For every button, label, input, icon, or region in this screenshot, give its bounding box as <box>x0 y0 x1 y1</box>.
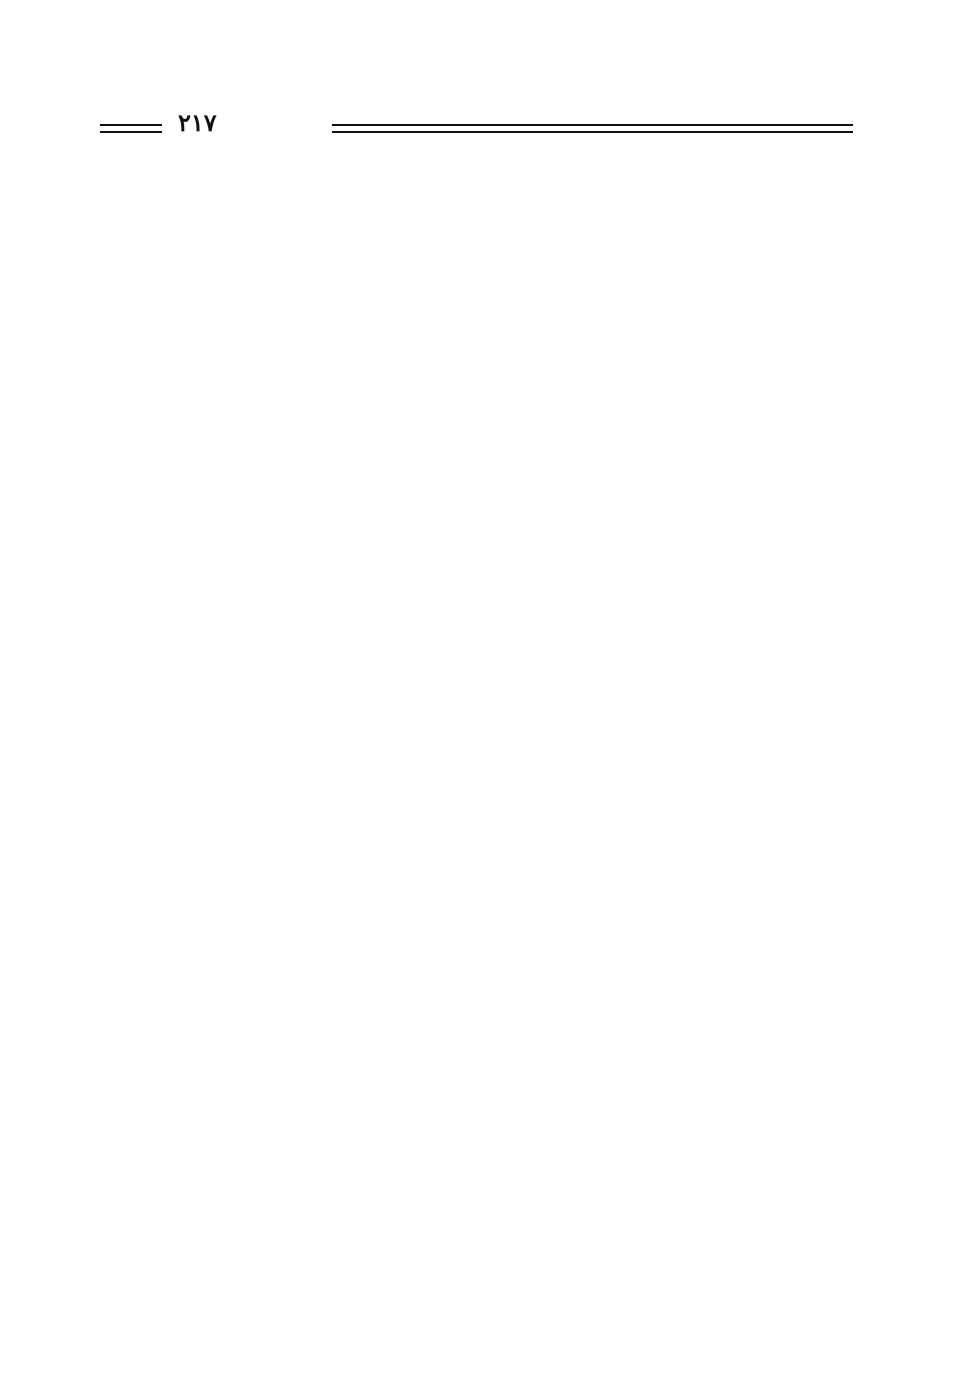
header-rule-right <box>332 124 853 133</box>
page-number: ٢١٧ <box>178 108 217 137</box>
main-text <box>100 170 853 196</box>
running-header <box>100 92 853 137</box>
header-rule-left <box>100 124 162 133</box>
footnotes <box>100 612 853 616</box>
